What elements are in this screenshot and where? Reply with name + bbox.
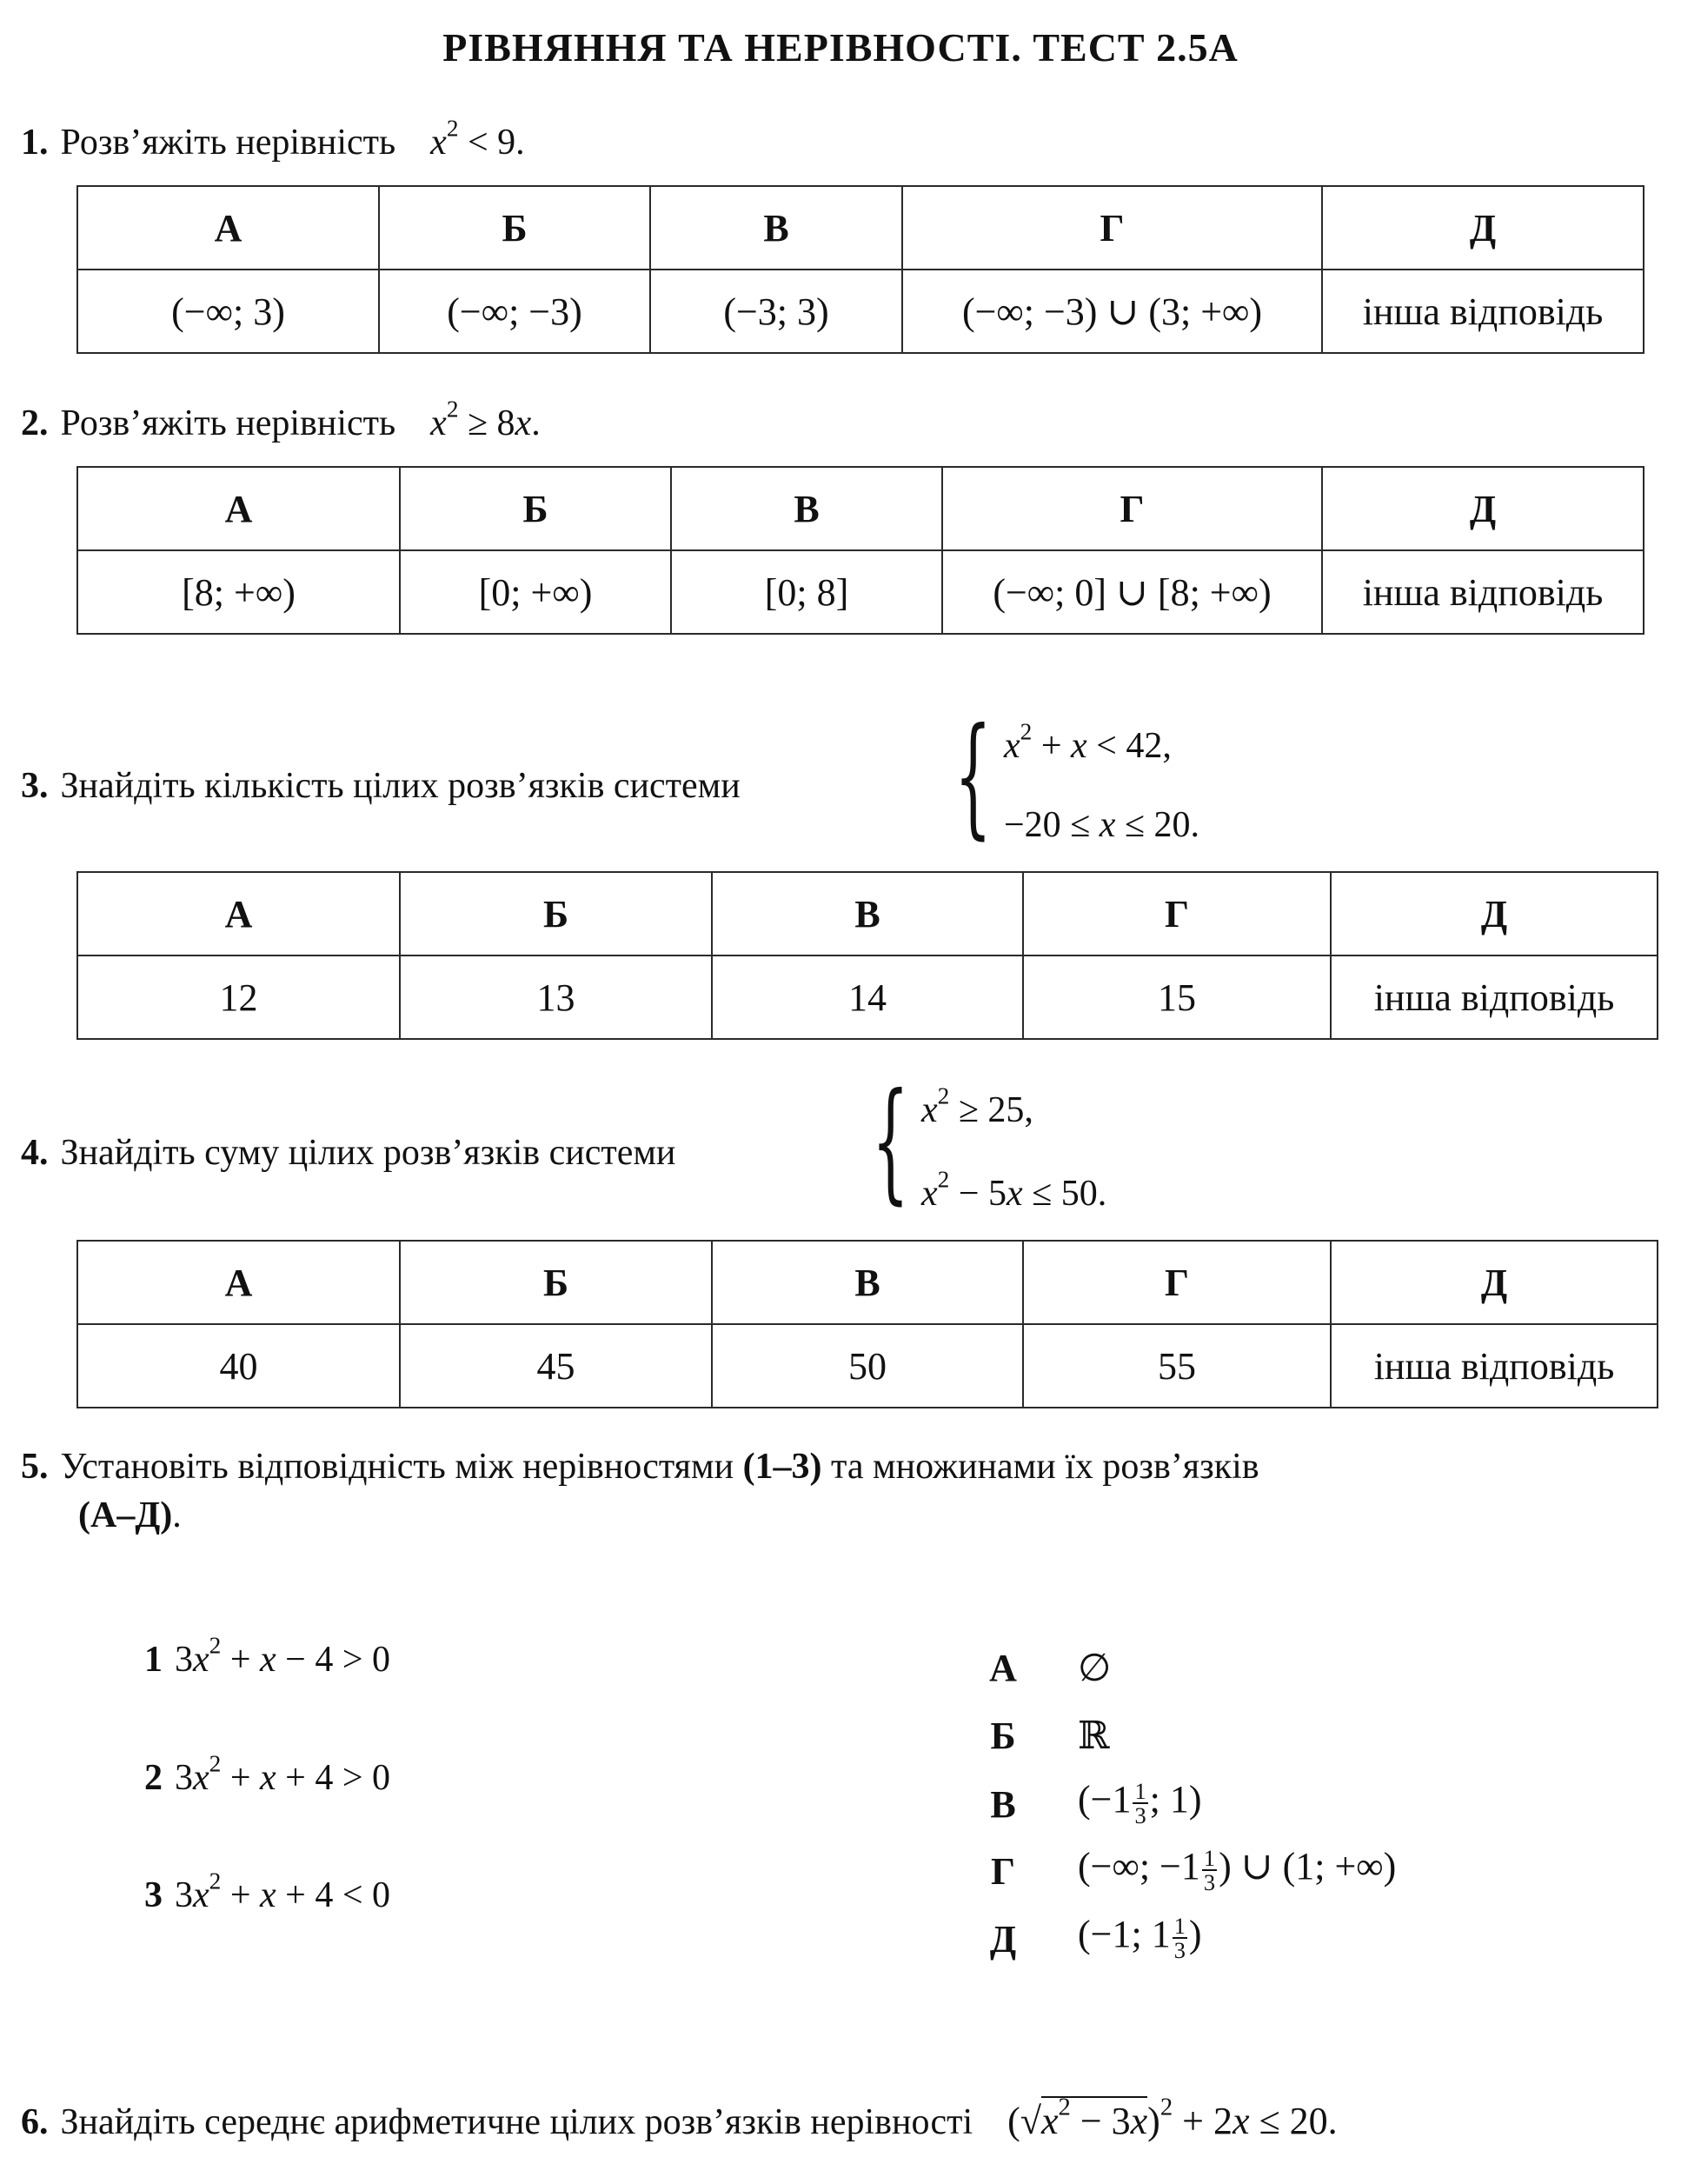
question-text: Розв’яжіть нерівність xyxy=(60,403,396,443)
answer-option-v[interactable]: (−3; 3) xyxy=(650,270,902,353)
answer-option-v[interactable]: 14 xyxy=(712,956,1023,1039)
answer-option-g[interactable]: (−∞; −3) ∪ (3; +∞) xyxy=(902,270,1322,353)
match-option-b-label: Б xyxy=(990,1715,1016,1757)
header-b: Б xyxy=(400,1241,712,1324)
system-line-1: $x^2 + x < 42$, xyxy=(1004,718,1172,766)
question-text-cont: та множинами їх розв’язків xyxy=(831,1447,1259,1487)
question-text: Знайдіть суму цілих розв’язків системи xyxy=(60,1133,676,1173)
system-line-1: $x^2 \ge 25$, xyxy=(921,1082,1033,1130)
answer-option-d[interactable]: інша відповідь xyxy=(1322,550,1644,634)
answer-option-b[interactable]: (−∞; −3) xyxy=(379,270,650,353)
question-text: Розв’яжіть нерівність xyxy=(60,123,396,163)
header-a: А xyxy=(77,186,379,270)
question-number: 3. xyxy=(21,766,49,806)
header-a: А xyxy=(77,1241,400,1324)
answer-option-b[interactable]: [0; +∞) xyxy=(400,550,671,634)
answer-table-4 xyxy=(76,1240,1658,1408)
header-d: Д xyxy=(1331,1241,1658,1324)
question-formula: $(√x^2 - 3x)^2 + 2x \le 20$. xyxy=(1007,2094,1338,2142)
header-d: Д xyxy=(1322,467,1644,550)
answer-option-v[interactable]: [0; 8] xyxy=(671,550,942,634)
match-option-b-value: ℝ xyxy=(1078,1715,1110,1757)
header-g: Г xyxy=(1023,872,1331,956)
question-3 xyxy=(21,768,741,804)
answer-option-a[interactable]: 12 xyxy=(77,956,400,1039)
question-6 xyxy=(21,2094,1338,2142)
answer-option-g[interactable]: 15 xyxy=(1023,956,1331,1039)
question-number: 2. xyxy=(21,403,49,443)
match-option-d-label: Д xyxy=(989,1918,1017,1961)
system-line-2: $x^2 - 5x \le 50$. xyxy=(921,1166,1107,1214)
answer-option-b[interactable]: 45 xyxy=(400,1324,712,1408)
answer-option-d[interactable]: інша відповідь xyxy=(1331,956,1658,1039)
question-number: 5. xyxy=(21,1447,49,1487)
header-d: Д xyxy=(1322,186,1644,270)
answer-option-g[interactable]: 55 xyxy=(1023,1324,1331,1408)
system-line-2: −20 ≤ x ≤ 20. xyxy=(1004,805,1199,845)
question-number: 6. xyxy=(21,2102,49,2142)
header-v: В xyxy=(671,467,942,550)
match-option-a-value: ∅ xyxy=(1078,1647,1112,1689)
question-number: 1. xyxy=(21,123,49,163)
range-numbers: (1–3) xyxy=(742,1447,822,1487)
question-4 xyxy=(21,1135,675,1171)
header-g: Г xyxy=(942,467,1322,550)
match-option-v-label: В xyxy=(990,1783,1016,1826)
header-v: В xyxy=(712,872,1023,956)
question-text: Знайдіть кількість цілих розв’язків системи xyxy=(60,766,741,806)
header-a: А xyxy=(77,872,400,956)
system-brace-icon: { xyxy=(872,1066,909,1217)
question-formula: $x^2 < 9$. xyxy=(430,115,525,163)
answer-option-d[interactable]: інша відповідь xyxy=(1331,1324,1658,1408)
header-g: Г xyxy=(1023,1241,1331,1324)
answer-option-a[interactable]: 40 xyxy=(77,1324,400,1408)
header-b: Б xyxy=(400,467,671,550)
question-5 xyxy=(21,1448,1259,1485)
header-a: А xyxy=(77,467,400,550)
question-2 xyxy=(21,396,541,443)
answer-option-a[interactable]: [8; +∞) xyxy=(77,550,400,634)
header-g: Г xyxy=(902,186,1322,270)
answer-table-1 xyxy=(76,185,1644,354)
answer-option-v[interactable]: 50 xyxy=(712,1324,1023,1408)
answer-option-a[interactable]: (−∞; 3) xyxy=(77,270,379,353)
match-option-v-value: (−1 $\frac{1}{3}$ ; 1) xyxy=(1078,1777,1202,1828)
answer-option-d[interactable]: інша відповідь xyxy=(1322,270,1644,353)
page-title: РІВНЯННЯ ТА НЕРІВНОСТІ. ТЕСТ 2.5А xyxy=(442,25,1239,70)
range-letters: (А–Д) xyxy=(78,1495,173,1535)
question-1 xyxy=(21,115,525,163)
match-item-1: 1 $3x^2 + x - 4 > 0$ xyxy=(144,1632,391,1680)
question-text: Установіть відповідність між нерівностями xyxy=(60,1447,734,1487)
answer-table-3 xyxy=(76,871,1658,1040)
match-item-2: 2 $3x^2 + x + 4 > 0$ xyxy=(144,1750,391,1798)
answer-option-b[interactable]: 13 xyxy=(400,956,712,1039)
question-text: Знайдіть середнє арифметичне цілих розв’язків нерівності xyxy=(60,2102,973,2142)
header-v: В xyxy=(712,1241,1023,1324)
match-option-g-label: Г xyxy=(991,1850,1015,1893)
header-d: Д xyxy=(1331,872,1658,956)
header-v: В xyxy=(650,186,902,270)
match-item-3: 3 $3x^2 + x + 4 < 0$ xyxy=(144,1868,391,1915)
header-b: Б xyxy=(379,186,650,270)
match-option-a-label: А xyxy=(989,1647,1017,1689)
match-option-g-value: (−∞; −1 $\frac{1}{3}$ ) ∪ (1; +∞) xyxy=(1078,1844,1397,1895)
answer-option-g[interactable]: (−∞; 0] ∪ [8; +∞) xyxy=(942,550,1322,634)
question-formula: $x^2 \ge 8x$. xyxy=(430,396,541,443)
question-number: 4. xyxy=(21,1133,49,1173)
system-brace-icon: { xyxy=(954,701,992,852)
header-b: Б xyxy=(400,872,712,956)
match-option-d-value: (−1; 1 $\frac{1}{3}$ ) xyxy=(1078,1912,1202,1963)
question-5-line-2: (А–Д). xyxy=(78,1495,182,1535)
answer-table-2 xyxy=(76,466,1644,635)
